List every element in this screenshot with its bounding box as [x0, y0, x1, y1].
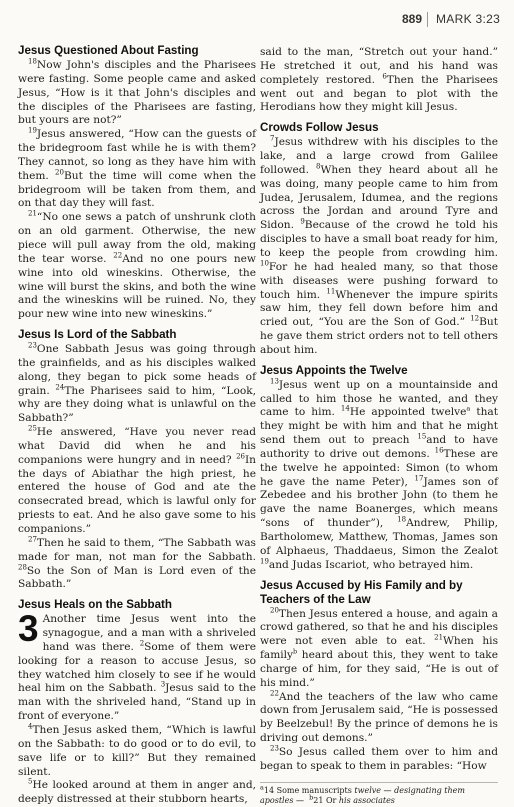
section-lord-of-sabbath	[18, 343, 256, 592]
verse-text: He answered, “Have you never read what David did when he and his companions were hungry and in need?	[18, 426, 256, 466]
paragraph	[18, 779, 256, 807]
verse-text: The Pharisees said to him, “Look, why are they doing what is unlawful on the Sabbath?”	[18, 384, 256, 425]
verse-text: said to the man, “Stretch out your hand.” He stretched it out, and his hand was completely restored.	[260, 46, 498, 86]
verse-number: 20	[270, 606, 279, 614]
verse-text: And no one pours new wine into old wineskins. Otherwise, the wine will burst the skins, and both the wine and the wineskins will be ruined. No, they pour new wine into new wineskins.”	[18, 252, 256, 321]
verse-number: 19	[260, 557, 269, 566]
chapter-number: 3	[18, 608, 39, 650]
verse-number: 18	[397, 515, 407, 524]
paragraph	[18, 211, 256, 322]
paragraph	[260, 608, 498, 691]
footnote	[260, 783, 498, 807]
paragraph	[260, 691, 498, 746]
section-crowds-follow	[260, 136, 498, 358]
paragraph	[260, 136, 498, 358]
right-column	[260, 46, 498, 807]
verse-text: So the Son of Man is Lord even of the Sabbath.”	[18, 564, 256, 591]
verse-text: When they heard about all he was doing, many people came to him from Judea, Jerusalem, Idumea, and the regions across the Jordan and around Tyre and Sidon.	[260, 163, 498, 232]
verse-text: For he had healed many, so that those with diseases were pushing forward to touch him.	[260, 260, 498, 301]
paragraph	[18, 343, 256, 426]
footnote-letter: a	[260, 783, 264, 791]
left-column	[18, 44, 256, 807]
verse-number: 16	[434, 446, 444, 455]
footnote-marker[interactable]: a	[466, 404, 471, 413]
verse-number: 21	[28, 209, 37, 218]
verse-number: 4	[28, 722, 33, 731]
verse-number: 24	[55, 383, 65, 392]
verse-text: These are the twelve he appointed: Simon (to whom he gave the name Peter),	[260, 447, 498, 488]
verse-number: 23	[28, 341, 37, 350]
verse-number: 19	[28, 126, 37, 135]
paragraph	[18, 724, 256, 779]
verse-text: and to have authority to drive out demons.	[260, 434, 498, 460]
footnotes	[260, 782, 498, 807]
verse-number: 6	[382, 72, 387, 81]
paragraph	[18, 426, 256, 537]
verse-text: When his family	[260, 635, 499, 662]
paragraph	[260, 379, 498, 573]
verse-number: 12	[470, 314, 480, 323]
header-divider	[427, 12, 428, 27]
verse-number: 9	[300, 217, 305, 226]
verse-number: 8	[316, 162, 321, 171]
verse-number: 27	[28, 535, 37, 544]
paragraph	[18, 608, 256, 724]
verse-text: Jesus went up on a mountainside and called to him those he wanted, and they came to him.	[260, 378, 498, 419]
section-heading: Jesus Appoints the Twelve	[260, 363, 408, 377]
verse-text: that they might be with him and that he might send them out to preach	[260, 406, 498, 447]
section-heading: Jesus Heals on the Sabbath	[18, 598, 172, 612]
verse-text: He looked around at them in anger and, deeply distressed at their stubborn hearts,	[18, 779, 256, 806]
verse-number: 22	[113, 251, 123, 260]
paragraph	[18, 128, 256, 211]
verse-text: and Judas Iscariot, who betrayed him.	[268, 558, 474, 571]
verse-text: Jesus answered, “How can the guests of the bridegroom fast while he is with them? They cannot, so long as they have him with them.	[18, 128, 256, 182]
verse-text: “No one sews a patch of unshrunk cloth on an old garment. Otherwise, the new piece will pull away from the old, making the tear worse.	[18, 211, 256, 265]
verse-text: Then the Pharisees went out and began to plot with the Herodians how they might kill Jesus.	[260, 73, 498, 114]
section-heading: Jesus Accused by His Family and by Teachers of the Law	[260, 578, 463, 606]
verse-number: 18	[28, 57, 37, 66]
verse-number: 28	[18, 563, 27, 571]
verse-text: Then Jesus asked them, “Which is lawful on the Sabbath: to do good or to do evil, to save life or to kill?” But they remained silent.	[18, 723, 256, 778]
verse-text: Because of the crowd he told his disciples to have a small boat ready for him, to keep the people from crowding him.	[260, 219, 498, 259]
verse-number: 13	[270, 377, 279, 386]
verse-number: 23	[270, 744, 279, 753]
verse-text: Then Jesus entered a house, and again a crowd gathered, so that he and his disciples were not even able to eat.	[260, 607, 498, 648]
verse-text: James son of Zebedee and his brother John (to them he gave the name Boanerges, which means “sons of thunder”),	[260, 475, 498, 530]
verse-number: 20	[55, 168, 64, 177]
verse-text: But he gave them strict orders not to tell others about him.	[260, 316, 498, 356]
footnote-ref[interactable]: 21	[313, 796, 324, 806]
verse-text: Then he said to them, “The Sabbath was made for man, not man for the Sabbath.	[18, 536, 256, 563]
section-heading: Crowds Follow Jesus	[260, 121, 379, 135]
footnote-ref[interactable]: 14	[263, 785, 275, 795]
verse-number: 10	[260, 259, 269, 268]
verse-number: 26	[236, 452, 245, 461]
verse-text: In the days of Abiathar the high priest, he entered the house of God and ate the consecrated bread, which is lawful only for priests to eat. And he also gave some to his companions.”	[18, 453, 256, 535]
verse-text: Whenever the impure spirits saw him, they fell down before him and cried out, “You are the Son of God.”	[260, 288, 498, 329]
paragraph	[18, 537, 256, 592]
section-fasting	[18, 59, 256, 322]
section-heals-on-sabbath	[18, 608, 256, 807]
chapter-reference: MARK 3:23	[436, 12, 501, 26]
page-number: 889	[402, 12, 423, 26]
verse-number: 14	[340, 404, 350, 413]
verse-number: 11	[326, 286, 336, 295]
paragraph	[260, 746, 498, 774]
verse-number: 25	[28, 424, 37, 433]
verse-number: 3	[160, 680, 166, 689]
verse-text: So Jesus called them over to him and began to speak to them in parables: “How	[260, 745, 498, 772]
page-header	[0, 10, 514, 30]
verse-text: One Sabbath Jesus was going through the grainfields, and as his disciples walked along, they began to pick some heads of grain.	[18, 343, 256, 397]
footnote-text: Some manuscripts	[274, 785, 355, 795]
footnote-marker[interactable]: b	[293, 647, 298, 656]
verse-text: Andrew, Philip, Bartholomew, Matthew, Thomas, James son of Alphaeus, Thaddaeus, Simon the Zealot	[260, 517, 498, 557]
section-heading: Jesus Questioned About Fasting	[18, 44, 199, 57]
verse-text: heard about this, they went to take charge of him, for they said, “He is out of his mind.”	[260, 649, 498, 689]
verse-text: Another time Jesus went into the synagogue, and a man with a shriveled hand was there.	[42, 613, 256, 653]
footnote-letter: b	[309, 793, 314, 802]
verse-number: 22	[270, 689, 279, 698]
verse-number: 7	[270, 134, 275, 143]
verse-number: 15	[417, 432, 427, 441]
footnote-text: Or	[323, 796, 339, 806]
verse-number: 5	[28, 777, 33, 786]
verse-number: 2	[139, 639, 145, 648]
paragraph	[18, 59, 256, 128]
verse-text: And the teachers of the law who came down from Jerusalem said, “He is possessed by Beelzebul! By the prince of demons he is driving out demons.”	[260, 690, 498, 745]
verse-text: But the time will come when the bridegroom will be taken from them, and on that day they will fast.	[18, 169, 256, 210]
verse-text: Jesus withdrew with his disciples to the lake, and a large crowd from Galilee followed.	[260, 136, 498, 176]
verse-text: Some of them were looking for a reason to accuse Jesus, so they watched him closely to see if he would heal him on the Sabbath.	[18, 640, 256, 695]
verse-text: He appointed twelve	[349, 406, 467, 419]
verse-number: 17	[414, 474, 424, 483]
footnote-italic: twelve — designating them apostles —	[260, 785, 465, 806]
section-heading: Jesus Is Lord of the Sabbath	[18, 328, 177, 342]
verse-number: 21	[434, 633, 444, 642]
footnote-italic: his associates	[338, 796, 395, 806]
continued-paragraph	[260, 46, 498, 115]
verse-text: Now John's disciples and the Pharisees were fasting. Some people came and asked Jesus, “How is it that John's disciples and the disciples of the Pharisees are fasting, but yours are not?”	[18, 59, 256, 127]
verse-text: Jesus said to the man with the shriveled hand, “Stand up in front of everyone.”	[18, 682, 256, 723]
